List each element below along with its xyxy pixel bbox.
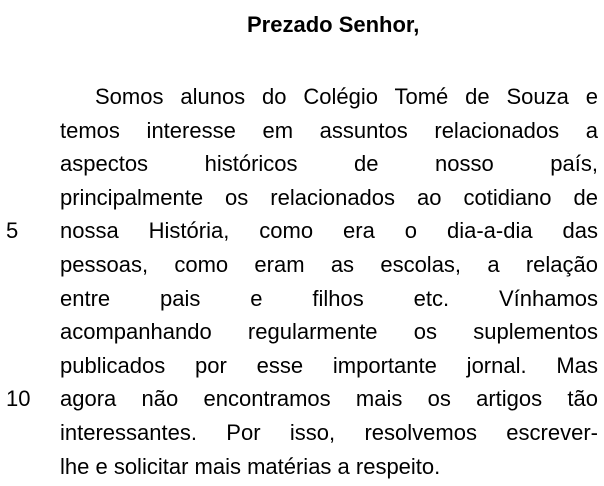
line-text: lhe e solicitar mais matérias a respeito. [60,453,441,479]
text-line [0,416,604,450]
line-text: agora não encontramos mais os artigos tão [60,386,598,412]
line-text: aspectos históricos de nosso país, [60,151,598,177]
line-text: pessoas, como eram as escolas, a relação [60,251,598,277]
text-line [0,214,604,248]
text-line [0,80,604,114]
letter-greeting: Prezado Senhor, [247,12,420,37]
text-line [0,382,604,416]
line-text: temos interesse em assuntos relacionados a [60,117,598,143]
text-line [0,315,604,349]
text-line [0,349,604,383]
text-line [0,248,604,282]
line-text: acompanhando regularmente os suplementos [60,319,598,345]
letter-body [0,80,604,483]
text-line [0,147,604,181]
text-line [0,450,604,484]
text-line [0,181,604,215]
line-text: nossa História, como era o dia-a-dia das [60,218,598,244]
text-line [0,114,604,148]
line-number: 5 [6,218,19,244]
line-text: entre pais e filhos etc. Vínhamos [60,285,598,311]
line-number: 10 [6,386,31,412]
text-line [0,282,604,316]
line-text: Somos alunos do Colégio Tomé de Souza e [95,84,598,109]
line-text: principalmente os relacionados ao cotidiano de [60,184,598,210]
line-text: publicados por esse importante jornal. Mas [60,352,598,378]
line-text: interessantes. Por isso, resolvemos escrever- [60,419,598,445]
